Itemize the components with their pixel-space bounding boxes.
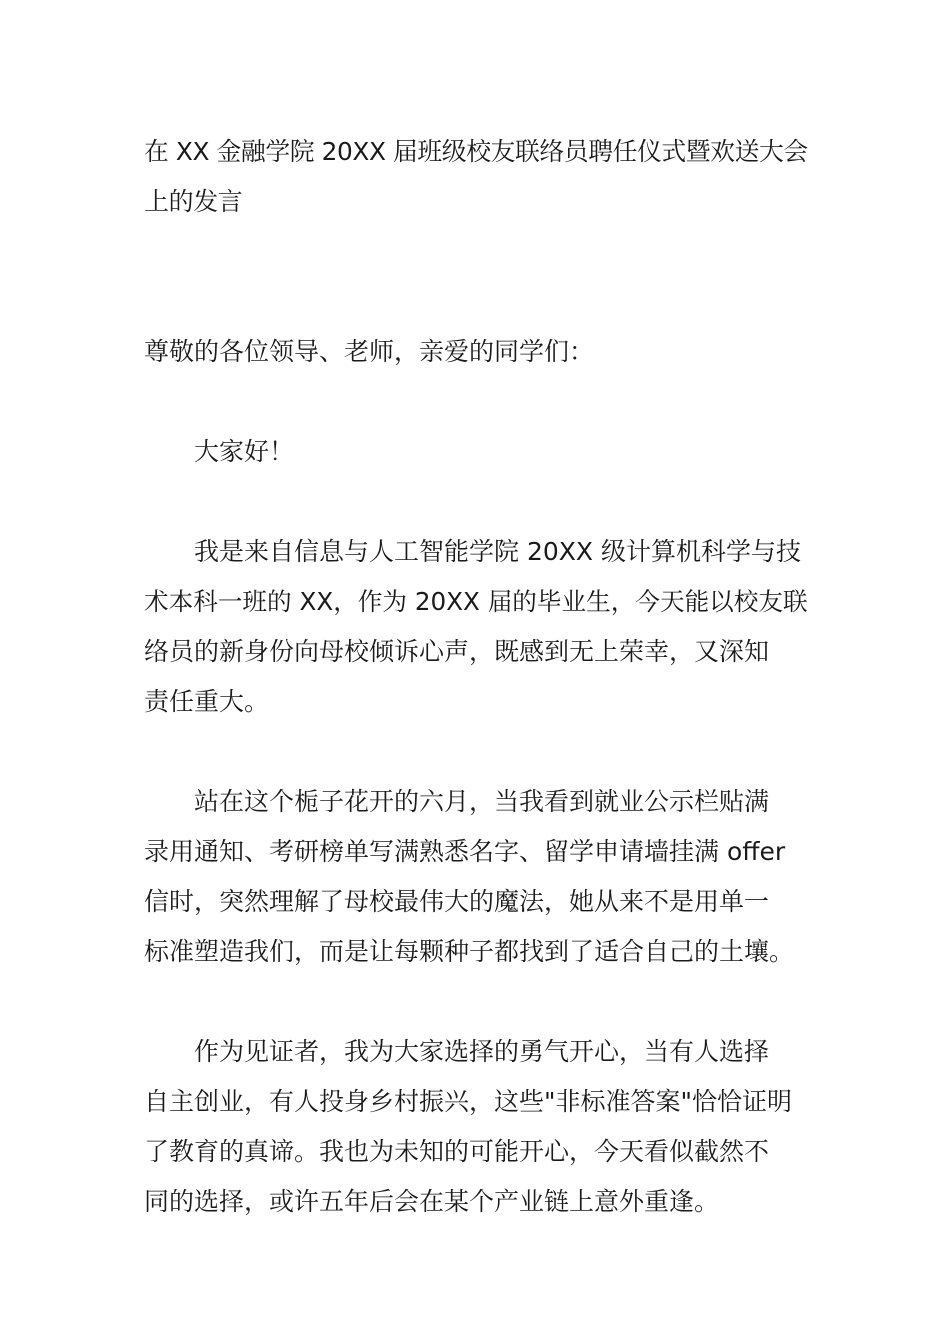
spacer [144,227,808,327]
document-page [144,127,808,1227]
spacer [144,727,808,777]
paragraph-line: 络员的新身份向母校倾诉心声，既感到无上荣幸，又深知 [144,637,770,666]
spacer [144,477,808,527]
paragraph-line: 责任重大。 [144,687,270,716]
title-line: 上的发言 [144,187,243,216]
greeting: 大家好！ [194,437,295,466]
paragraph-line: 我是来自信息与人工智能学院 20XX 级计算机科学与技 [194,537,801,566]
paragraph-line: 术本科一班的 XX，作为 20XX 届的毕业生，今天能以校友联 [144,587,808,616]
title-line: 在 XX 金融学院 20XX 届班级校友联络员聘任仪式暨欢送大会 [144,137,808,166]
paragraph-line: 自主创业，有人投身乡村振兴，这些"非标准答案"恰恰证明 [144,1087,793,1116]
paragraph-line: 站在这个栀子花开的六月，当我看到就业公示栏贴满 [194,787,770,816]
paragraph-june [144,777,808,977]
paragraph-line: 信时，突然理解了母校最伟大的魔法，她从来不是用单一 [144,887,770,916]
paragraph-line: 同的选择，或许五年后会在某个产业链上意外重逢。 [144,1187,720,1216]
spacer [144,377,808,427]
paragraph-line: 录用通知、考研榜单写满熟悉名字、留学申请墙挂满 offer [144,837,786,866]
paragraph-line: 作为见证者，我为大家选择的勇气开心，当有人选择 [194,1037,770,1066]
speech-title [144,127,808,227]
paragraph-line: 标准塑造我们，而是让每颗种子都找到了适合自己的土壤。 [144,937,795,966]
salutation: 尊敬的各位领导、老师，亲爱的同学们： [144,337,595,366]
paragraph-witness [144,1027,808,1227]
paragraph-intro [144,527,808,727]
paragraph-line: 了教育的真谛。我也为未知的可能开心，今天看似截然不 [144,1137,770,1166]
spacer [144,977,808,1027]
